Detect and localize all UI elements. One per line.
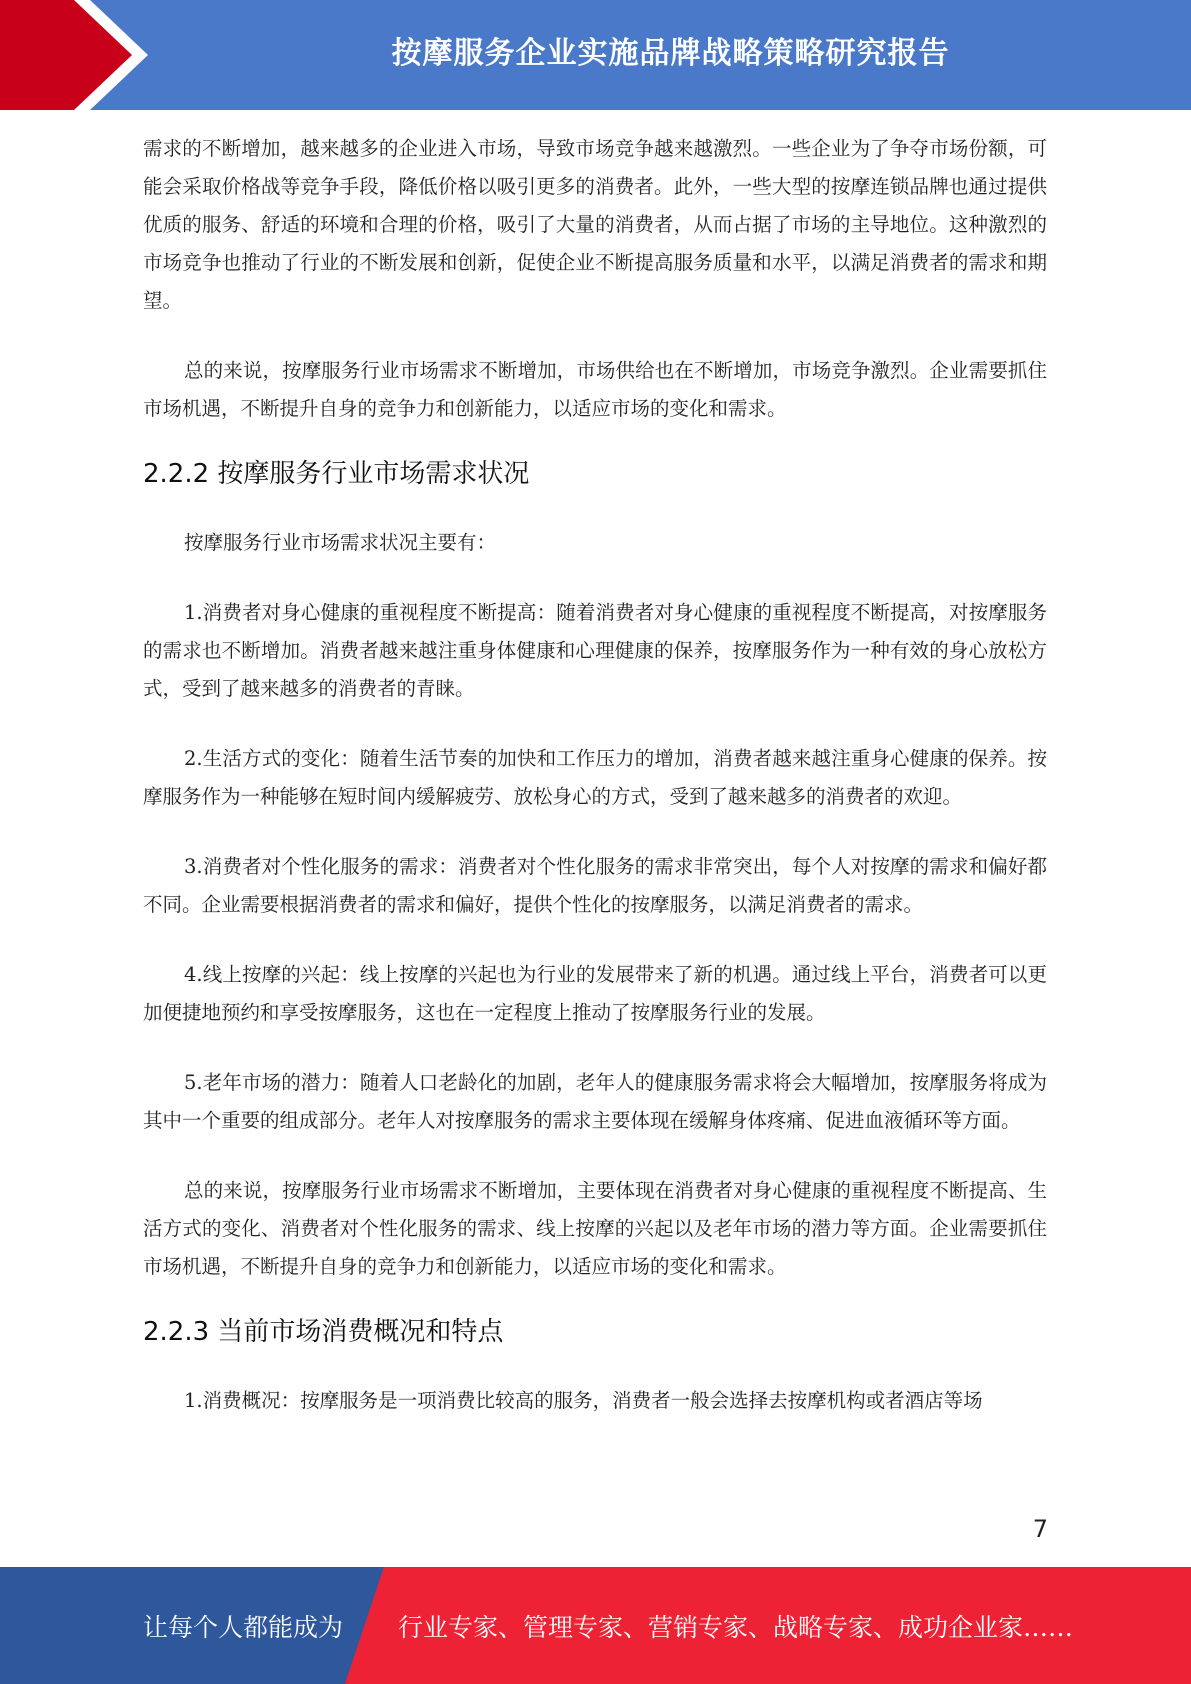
header-arrow-decoration: [0, 0, 160, 110]
section-heading-2-2-3: 2.2.3 当前市场消费概况和特点: [143, 1317, 504, 1347]
footer-slogan-left: 让每个人都能成为: [143, 1612, 344, 1642]
page-number: 7: [1032, 1515, 1048, 1543]
paragraph: 按摩服务行业市场需求状况主要有：: [184, 531, 497, 554]
list-item: 3.消费者对个性化服务的需求：消费者对个性化服务的需求非常突出，每个人对按摩的需求和偏好都不同。企业需要根据消费者的需求和偏好，提供个性化的按摩服务，以满足消费者的需求。: [143, 855, 1047, 916]
footer-slogan-right: 行业专家、管理专家、营销专家、战略专家、成功企业家……: [398, 1612, 1074, 1642]
paragraph: 需求的不断增加，越来越多的企业进入市场，导致市场竞争越来越激烈。一些企业为了争夺市场份额，可能会采取价格战等竞争手段，降低价格以吸引更多的消费者。此外，一些大型的按摩连锁品牌也通过提供优质的服务、舒适的环境和合理的价格，吸引了大量的消费者，从而占据了市场的主导地位。这种激烈的市场竞争也推动了行业的不断发展和创新，促使企业不断提高服务质量和水平，以满足消费者的需求和期望。: [143, 137, 1047, 312]
list-item: 1.消费者对身心健康的重视程度不断提高：随着消费者对身心健康的重视程度不断提高，对按摩服务的需求也不断增加。消费者越来越注重身体健康和心理健康的保养，按摩服务作为一种有效的身心放松方式，受到了越来越多的消费者的青睐。: [143, 601, 1047, 700]
list-item: 4.线上按摩的兴起：线上按摩的兴起也为行业的发展带来了新的机遇。通过线上平台，消费者可以更加便捷地预约和享受按摩服务，这也在一定程度上推动了按摩服务行业的发展。: [143, 963, 1047, 1024]
footer-banner: [0, 1567, 1191, 1684]
document-title: 按摩服务企业实施品牌战略策略研究报告: [391, 36, 950, 71]
paragraph: 总的来说，按摩服务行业市场需求不断增加，市场供给也在不断增加，市场竞争激烈。企业需要抓住市场机遇，不断提升自身的竞争力和创新能力，以适应市场的变化和需求。: [143, 359, 1047, 420]
section-heading-2-2-2: 2.2.2 按摩服务行业市场需求状况: [143, 459, 530, 489]
document-body: [143, 130, 1047, 1420]
list-item: 1.消费概况：按摩服务是一项消费比较高的服务，消费者一般会选择去按摩机构或者酒店等场: [184, 1389, 983, 1412]
paragraph: 总的来说，按摩服务行业市场需求不断增加，主要体现在消费者对身心健康的重视程度不断提高、生活方式的变化、消费者对个性化服务的需求、线上按摩的兴起以及老年市场的潜力等方面。企业需要抓住市场机遇，不断提升自身的竞争力和创新能力，以适应市场的变化和需求。: [143, 1179, 1047, 1278]
list-item: 5.老年市场的潜力：随着人口老龄化的加剧，老年人的健康服务需求将会大幅增加，按摩服务将成为其中一个重要的组成部分。老年人对按摩服务的需求主要体现在缓解身体疼痛、促进血液循环等方面。: [143, 1071, 1047, 1132]
header-banner: [0, 0, 1191, 110]
list-item: 2.生活方式的变化：随着生活节奏的加快和工作压力的增加，消费者越来越注重身心健康的保养。按摩服务作为一种能够在短时间内缓解疲劳、放松身心的方式，受到了越来越多的消费者的欢迎。: [143, 747, 1047, 808]
